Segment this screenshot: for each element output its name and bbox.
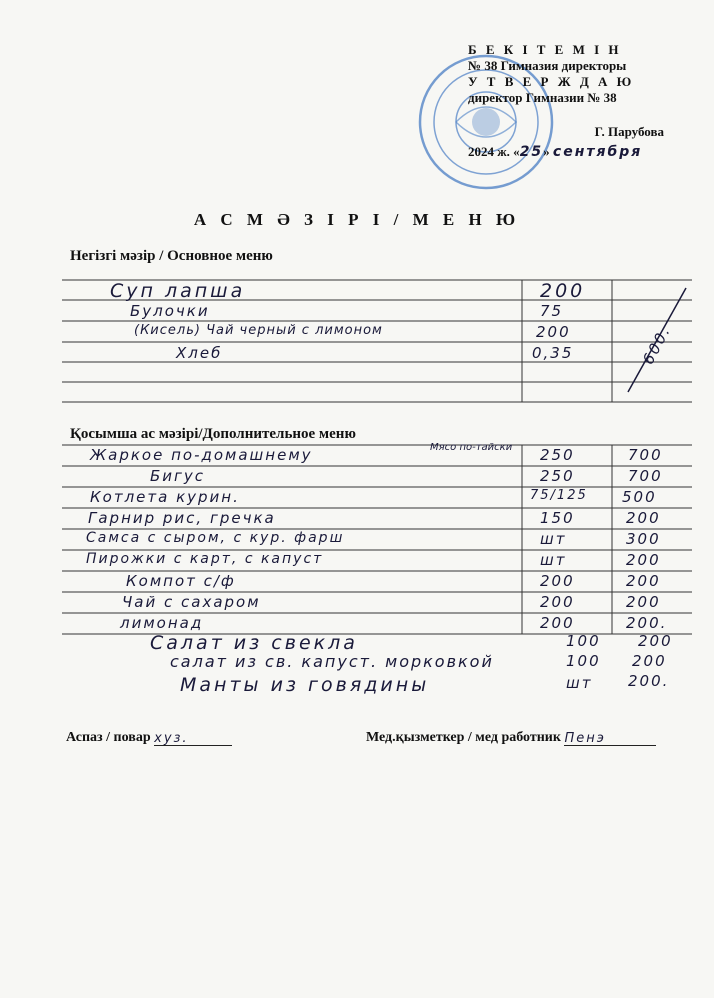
extra-line-price: 200. [628,672,670,690]
extra-line-weight: 100 [566,632,601,650]
medic-label: Мед.қызметкер / мед работник [366,730,561,745]
extra-item-name: Жаркое по-домашнему [90,446,313,464]
page-title: А С М Ә З І Р І / М Е Н Ю [193,210,521,229]
extra-item-weight: 250 [540,467,575,485]
main-menu-price: 600. [639,322,675,368]
cook-signature: хуз. [154,731,189,746]
main-menu-heading: Негізгі мәзір / Основное меню [70,248,273,264]
extra-item-name: лимонад [120,614,204,632]
extra-item-name: Бигус [150,467,206,485]
extra-item-name: Компот с/ф [126,572,236,590]
ru-approve: У Т В Е Р Ж Д А Ю [468,74,635,89]
main-item-name: Булочки [130,302,210,320]
extra-item-weight: 200 [540,614,575,632]
main-item-weight: 200 [536,323,571,341]
extra-item-weight: 200 [540,593,575,611]
medic-signature: Пенэ [564,731,606,746]
extra-item-price: 200 [626,551,661,569]
extra-line-name: Манты из говядины [180,674,430,696]
extra-item-price: 200 [626,509,661,527]
extra-item-price: 300 [626,530,661,548]
main-item-weight: 200 [540,280,586,302]
main-item-weight: 0,35 [532,344,574,362]
extra-line-price: 200 [632,652,667,670]
main-item-weight: 75 [540,302,564,320]
extra-item-price: 200 [626,572,661,590]
kz-position: № 38 Гимназия директоры [468,58,627,73]
extra-item-name: Котлета курин. [90,488,240,506]
extra-menu-heading: Қосымша ас мәзірі/Дополнительное меню [70,426,356,442]
main-item-name: Хлеб [176,344,223,362]
extra-item-weight: 150 [540,509,575,527]
extra-item-name: Чай с сахаром [122,593,261,611]
extra-line-weight: 100 [566,652,601,670]
extra-line-name: салат из св. капуст. морковкой [170,652,494,671]
extra-line-price: 200 [638,632,673,650]
date-prefix: 2024 ж. « [468,144,520,159]
extra-item-weight: шт [540,530,567,548]
extra-item-name: Гарнир рис, гречка [88,509,276,527]
extra-item-price: 200. [626,614,668,632]
medic-signature-line [564,731,656,746]
extra-item-price: 700 [628,446,663,464]
director-name: Г. Парубова [594,124,664,139]
date-day: 25 [519,144,544,160]
approval-block: Б Е К І Т Е М І Н № 38 Гимназия директоры У Т В Е Р Ж Д А Ю директор Гимназии № 38 Г. Парубова 2024 ж. «25» сентября [468,42,698,160]
main-item-name: Суп лапша [110,280,246,302]
cook-signature-row [66,730,232,746]
extra-line-name: Салат из свекла [150,632,358,654]
extra-item-price: 700 [628,467,663,485]
date-month: сентября [552,144,643,160]
extra-item-name: Пирожки с карт, с капуст [86,551,324,567]
extra-item-price: 500 [622,488,657,506]
cook-signature-line [154,731,232,746]
extra-item-weight: 75/125 [530,488,588,503]
kz-approve: Б Е К І Т Е М І Н [468,42,622,57]
extra-line-weight: шт [566,674,593,692]
extra-item-name: Самса с сыром, с кур. фарш [86,530,345,546]
extra-item-price: 200 [626,593,661,611]
extra-item-weight: шт [540,551,567,569]
main-item-name: (Кисель) Чай черный с лимоном [134,323,383,338]
extra-item-weight: 200 [540,572,575,590]
ru-position: директор Гимназии № 38 [468,90,617,105]
cook-label: Аспаз / повар [66,730,151,745]
extra-item-note: Мясо по-тайски [430,442,513,453]
extra-item-weight: 250 [540,446,575,464]
medic-signature-row [366,730,656,746]
